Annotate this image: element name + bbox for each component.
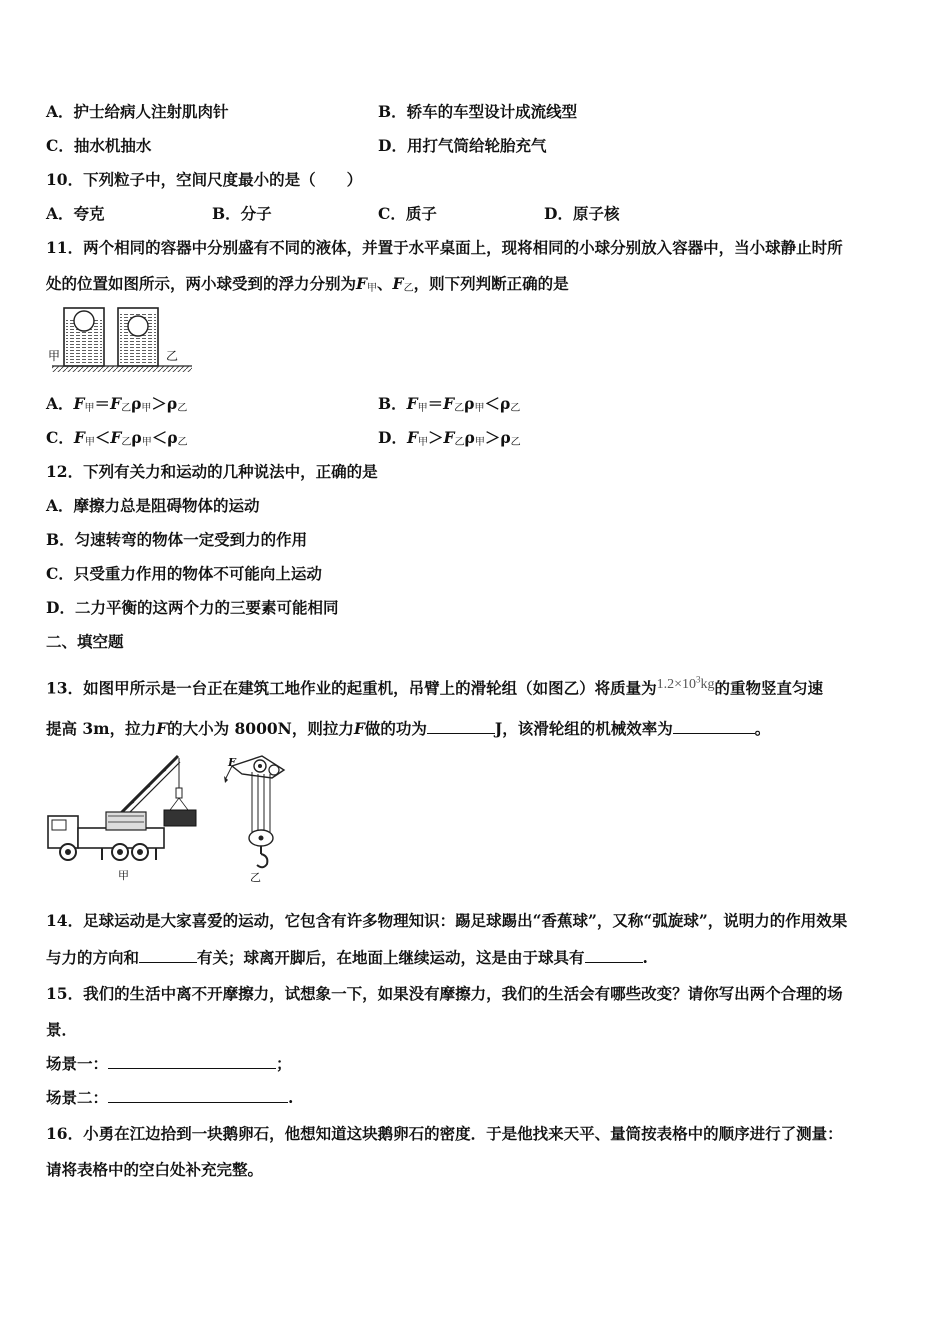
q11-stem-line2: 处的位置如图所示，两小球受到的浮力分别为$F_甲$、$F_乙$，则下列判断正确的是 — [46, 274, 569, 294]
q10-option-c: C．质子 — [378, 204, 437, 223]
q13-crane-figure — [46, 750, 206, 868]
q14-line1: 14．足球运动是大家喜爱的运动，它包含有许多物理知识：踢足球踢出“香蕉球”，又称“弧旋球”，说明力的作用效果 — [46, 911, 848, 930]
q16-line1: 16．小勇在江边拾到一块鹅卵石，他想知道这块鹅卵石的密度．于是他找来天平、量筒按表格中的顺序进行了测量： — [46, 1124, 843, 1143]
q15-scene2-blank[interactable] — [108, 1088, 288, 1103]
q9-option-c: C．抽水机抽水 — [46, 136, 152, 155]
q12-option-a: A．摩擦力总是阻碍物体的运动 — [46, 496, 260, 515]
q13-line2: 提高 3m，拉力F的大小为 8000N，则拉力F做的功为 J，该滑轮组的机械效率为 。 — [46, 719, 771, 738]
q13-figure-label-jia: 甲 — [118, 869, 129, 882]
q9-option-b: B．轿车的车型设计成流线型 — [378, 102, 578, 121]
q15-scene2: 场景二： . — [46, 1088, 294, 1107]
q9-option-a: A．护士给病人注射肌肉针 — [46, 102, 229, 121]
q14-line2: 与力的方向和 有关；球离开脚后，在地面上继续运动，这是由于球具有 . — [46, 948, 648, 967]
q15-scene1-blank[interactable] — [108, 1054, 276, 1069]
q15-line2: 景． — [46, 1020, 78, 1039]
q11-figure-label-yi: 乙 — [166, 349, 179, 363]
q10-option-d: D．原子核 — [544, 204, 620, 223]
q15-line1: 15．我们的生活中离不开摩擦力，试想象一下，如果没有摩擦力，我们的生活会有哪些改变？请你写出两个合理的场 — [46, 984, 843, 1003]
q12-option-c: C．只受重力作用的物体不可能向上运动 — [46, 564, 322, 583]
q13-work-blank[interactable] — [427, 719, 495, 734]
q12-option-b: B．匀速转弯的物体一定受到力的作用 — [46, 530, 308, 549]
q14-blank-1[interactable] — [139, 948, 197, 963]
q15-scene1: 场景一： ； — [46, 1054, 292, 1073]
q10-option-a: A．夸克 — [46, 204, 105, 223]
q13-figure-label-yi: 乙 — [250, 871, 261, 884]
q14-blank-2[interactable] — [585, 948, 643, 963]
q11-option-c: C．$F_甲<F_乙\rho_甲<\rho_乙$ — [46, 428, 188, 448]
q13-figure-label-f: F — [228, 756, 236, 769]
q12-stem: 12．下列有关力和运动的几种说法中，正确的是 — [46, 462, 378, 481]
q11-option-b: B．$F_甲=F_乙\rho_甲<\rho_乙$ — [378, 394, 521, 414]
q13-efficiency-blank[interactable] — [673, 719, 755, 734]
q11-stem-line1: 11．两个相同的容器中分别盛有不同的液体，并置于水平桌面上，现将相同的小球分别放入容器中，当小球静止时所 — [46, 238, 843, 257]
q16-line2: 请将表格中的空白处补充完整。 — [46, 1160, 264, 1179]
q13-line1: 13．如图甲所示是一台正在建筑工地作业的起重机，吊臂上的滑轮组（如图乙）将质量为$1.2\times 10^3kg$的重物竖直匀速 — [46, 674, 823, 698]
q11-option-a: A．$F_甲=F_乙\rho_甲>\rho_乙$ — [46, 394, 188, 414]
q12-option-d: D．二力平衡的这两个力的三要素可能相同 — [46, 598, 339, 617]
q13-mass-value: $1.2\times 10^3kg$ — [656, 674, 715, 692]
q11-option-d: D．$F_甲>F_乙\rho_甲>\rho_乙$ — [378, 428, 521, 448]
q9-option-d: D．用打气筒给轮胎充气 — [378, 136, 547, 155]
q10-stem: 10．下列粒子中，空间尺度最小的是（ ） — [46, 170, 363, 189]
q10-option-b: B．分子 — [212, 204, 272, 223]
q11-figure-label-jia: 甲 — [48, 349, 61, 363]
section-heading-fill-blank: 二、填空题 — [46, 632, 124, 651]
